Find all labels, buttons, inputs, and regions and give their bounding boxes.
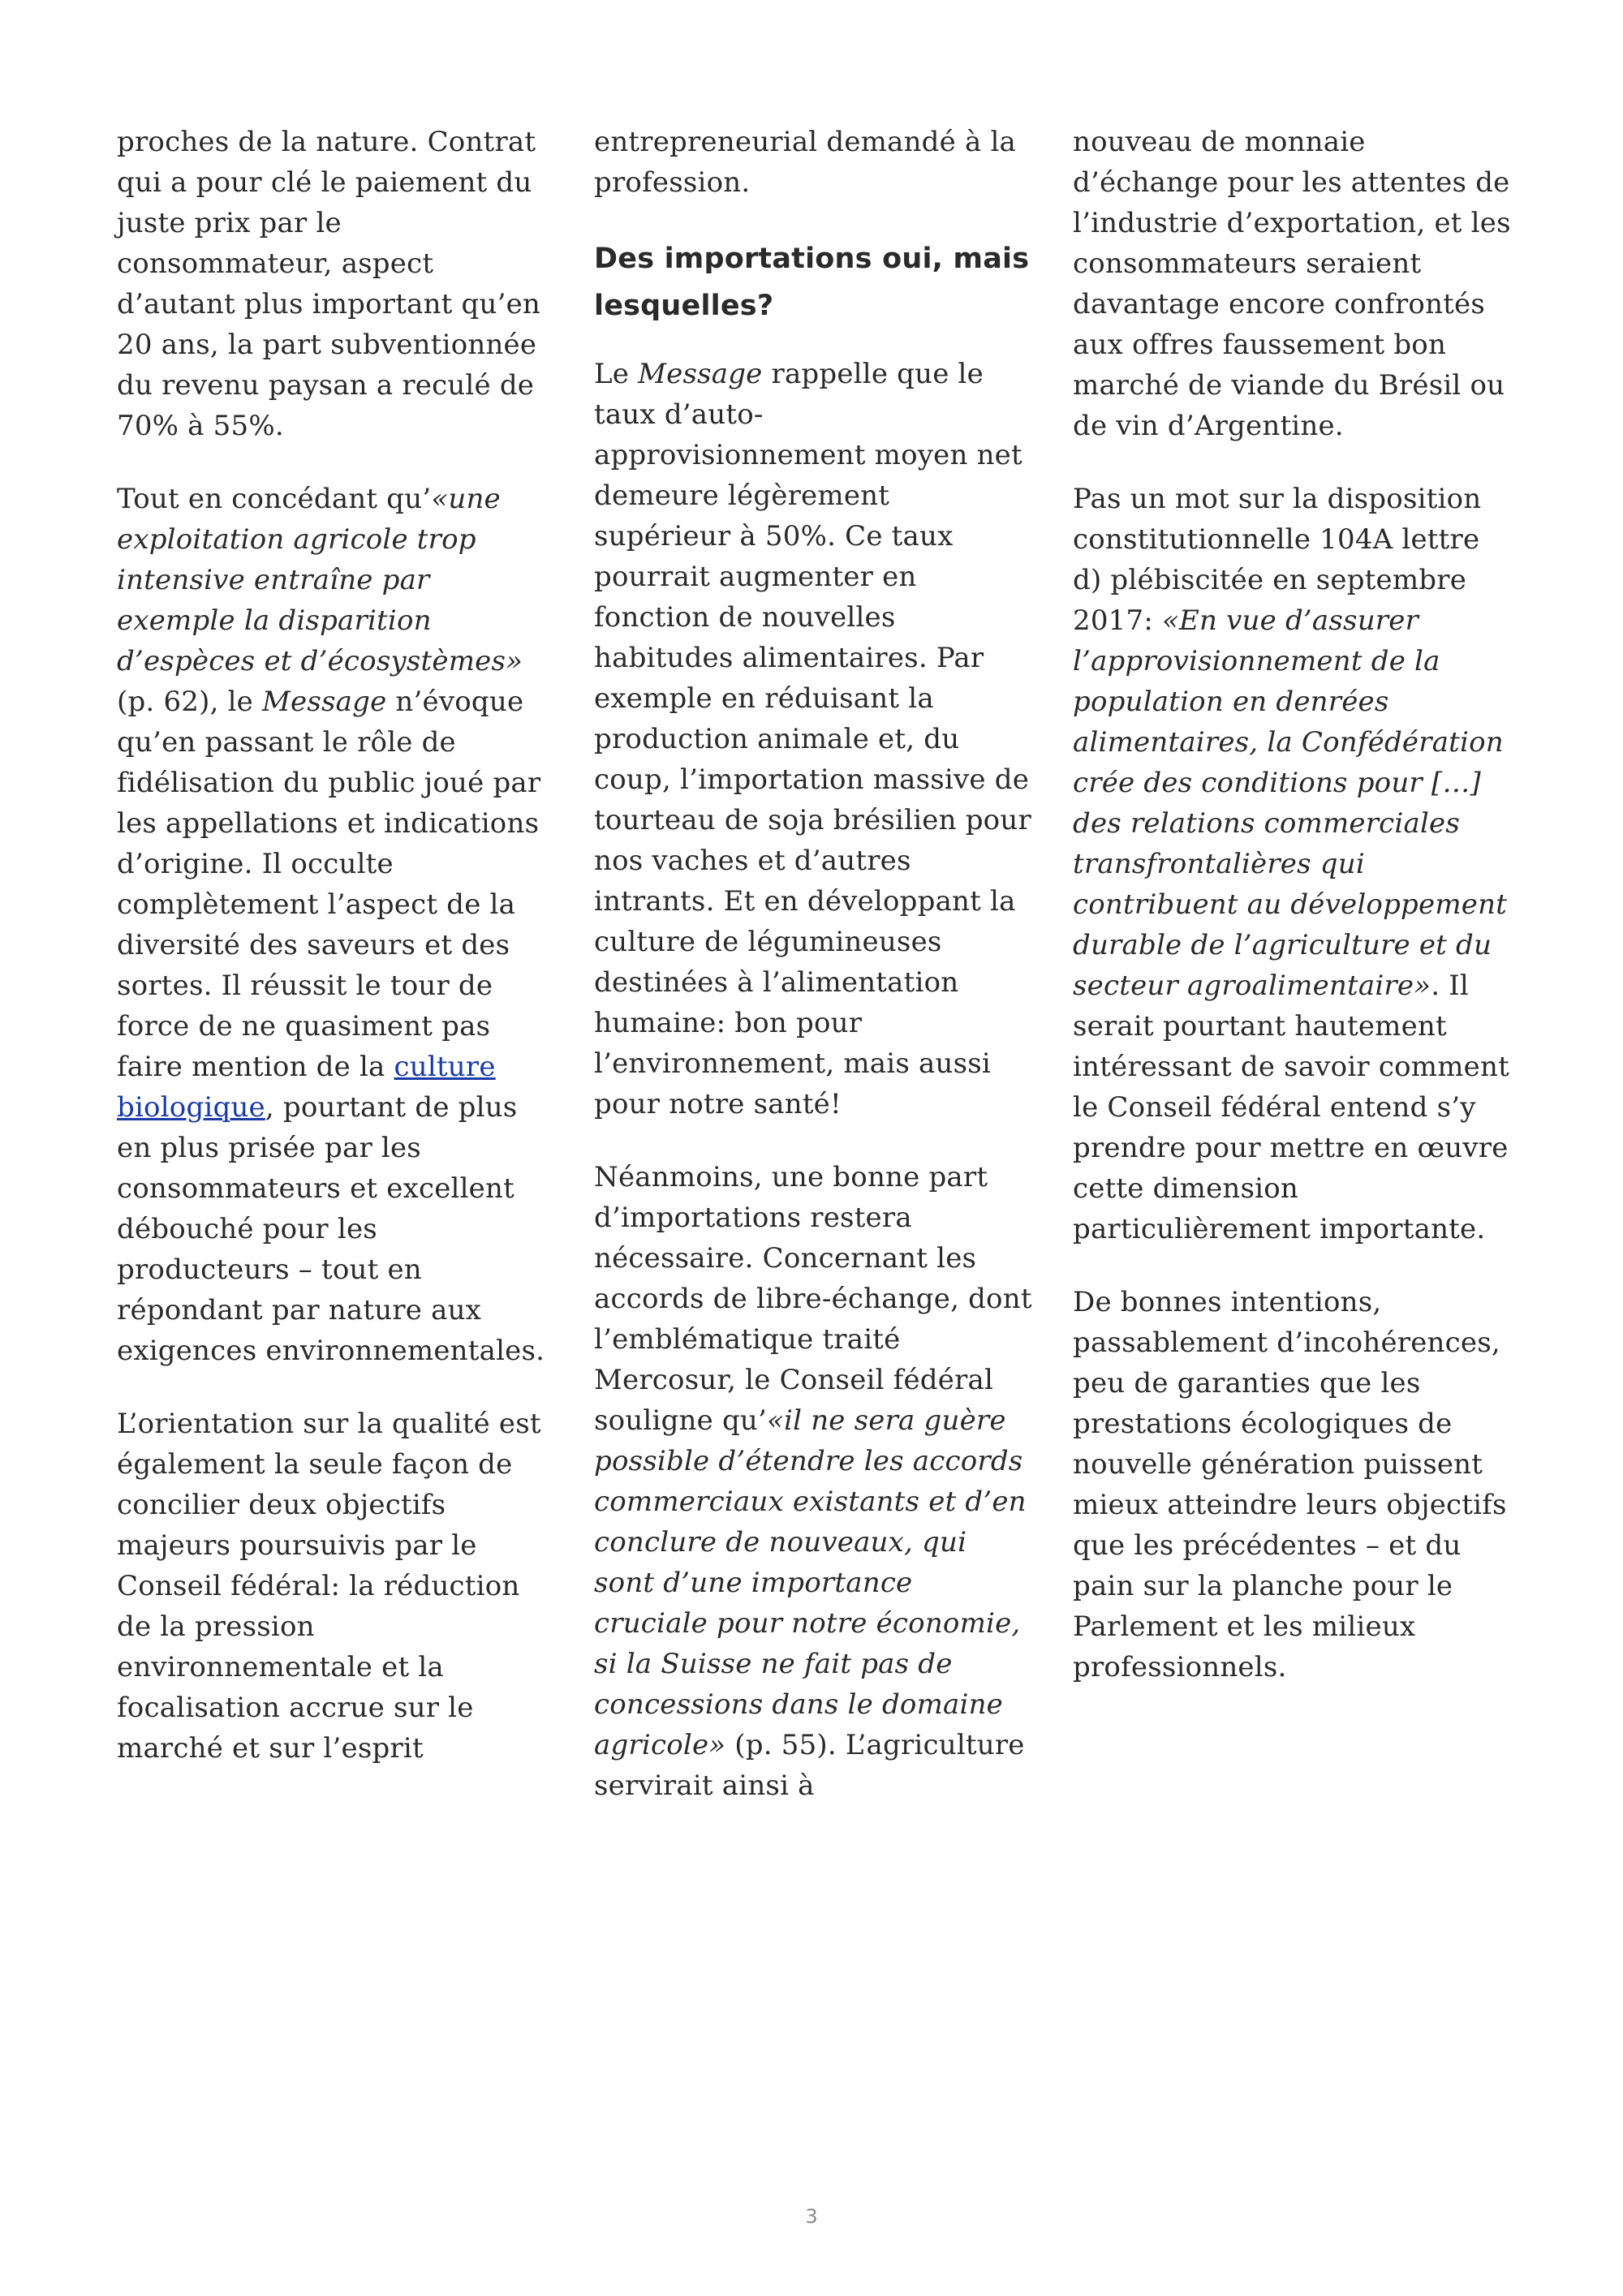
paragraph: proches de la nature. Contrat qui a pour clé le paiement du juste prix par le consommateur, aspect d’autant plus important qu’en 20 ans, la part subventionnée du revenu paysan a reculé de 70% à 55%. — [117, 126, 541, 442]
paragraph: De bonnes intentions, passablement d’incohérences, peu de garanties que les prestations écologiques de nouvelle génération puissent mieux atteindre leurs objectifs que les précédentes – et du pain sur la planche pour le Parlement et les milieux professionnels. — [1073, 1286, 1507, 1683]
paragraph: entrepreneurial demandé à la profession. — [594, 126, 1016, 199]
paragraph: L’orientation sur la qualité est également la seule façon de concilier deux objectifs majeurs poursuivis par le Conseil fédéral: la réduction de la pression environnementale et la focalisation accrue sur le marché et sur l’esprit — [117, 1408, 541, 1765]
paragraph: nouveau de monnaie d’échange pour les attentes de l’industrie d’exportation, et les consommateurs seraient davantage encore confrontés aux offres faussement bon marché de viande du Brésil ou de vin d’Argentine. — [1073, 126, 1511, 442]
paragraph — [594, 354, 1032, 1124]
document-title: Message — [638, 358, 763, 390]
page-number: 3 — [805, 2205, 818, 2228]
text-run: . Il serait pourtant hautement intéressant de savoir comment le Conseil fédéral entend s’y prendre pour mettre en œuvre cette dimension particulièrement importante. — [1073, 970, 1509, 1245]
text-run: rappelle que le taux d’auto-approvisionnement moyen net demeure légèrement supérieur à 50%. Ce taux pourrait augmenter en fonction de nouvelles habitudes alimentaires. Par exemple en réduisant la production animale et, du coup, l’importation massive de tourteau de soja brésilien pour nos vaches et d’autres intrants. Et en développant la culture de légumineuses destinées à l’alimentation humaine: bon pour l’environnement, mais aussi pour notre santé! — [594, 358, 1031, 1120]
culture-biologique-link[interactable]: culture biologique — [117, 1051, 496, 1124]
section-heading: Des importations oui, mais lesquelles? — [594, 243, 1030, 322]
quotation: «En vue d’assurer l’approvisionnement de la population en denrées alimentaires, la Confédération crée des conditions pour […] des relations commerciales transfrontalières qui contribuent au développement durable de l’agriculture et du secteur agroalimentaire» — [1073, 604, 1508, 1002]
paragraph — [1073, 479, 1511, 1249]
text-column-3 — [1073, 122, 1511, 1720]
text-column-2 — [594, 122, 1032, 1838]
text-run: Tout en concédant qu’ — [117, 483, 432, 515]
paragraph — [117, 479, 555, 1371]
text-run: , pourtant de plus en plus prisée par les consommateurs et excellent débouché pour les producteurs – tout en répondant par nature aux exigences environnementales. — [117, 1091, 545, 1367]
text-run: Le — [594, 358, 639, 390]
text-run: (p. 62), le — [117, 686, 262, 718]
text-column-1 — [117, 122, 555, 1801]
text-run: (p. 55). L’agriculture servirait ainsi à — [594, 1729, 1025, 1802]
text-run: Pas un mot sur la disposition constitutionnelle 104A lettre d) plébiscitée en septembre 2017: — [1073, 483, 1482, 637]
text-run: n’évoque qu’en passant le rôle de fidélisation du public joué par les appellations et indications d’origine. Il occulte complètement l’aspect de la diversité des saveurs et des sortes. Il réussit le tour de force de ne quasiment pas faire mention de la — [117, 686, 541, 1083]
quotation: «une exploitation agricole trop intensive entraîne par exemple la disparition d’espèces et d’écosystèmes» — [117, 483, 523, 677]
document-title: Message — [262, 686, 387, 718]
quotation: «il ne sera guère possible d’étendre les accords commerciaux existants et d’en conclure de nouveaux, qui sont d’une importance cruciale pour notre économie, si la Suisse ne fait pas de concessions dans le domaine agricole» — [594, 1404, 1027, 1761]
text-run: Néanmoins, une bonne part d’importations restera nécessaire. Concernant les accords de libre-échange, dont l’emblématique traité Mercosur, le Conseil fédéral souligne qu’ — [594, 1161, 1032, 1437]
paragraph — [594, 1157, 1032, 1806]
